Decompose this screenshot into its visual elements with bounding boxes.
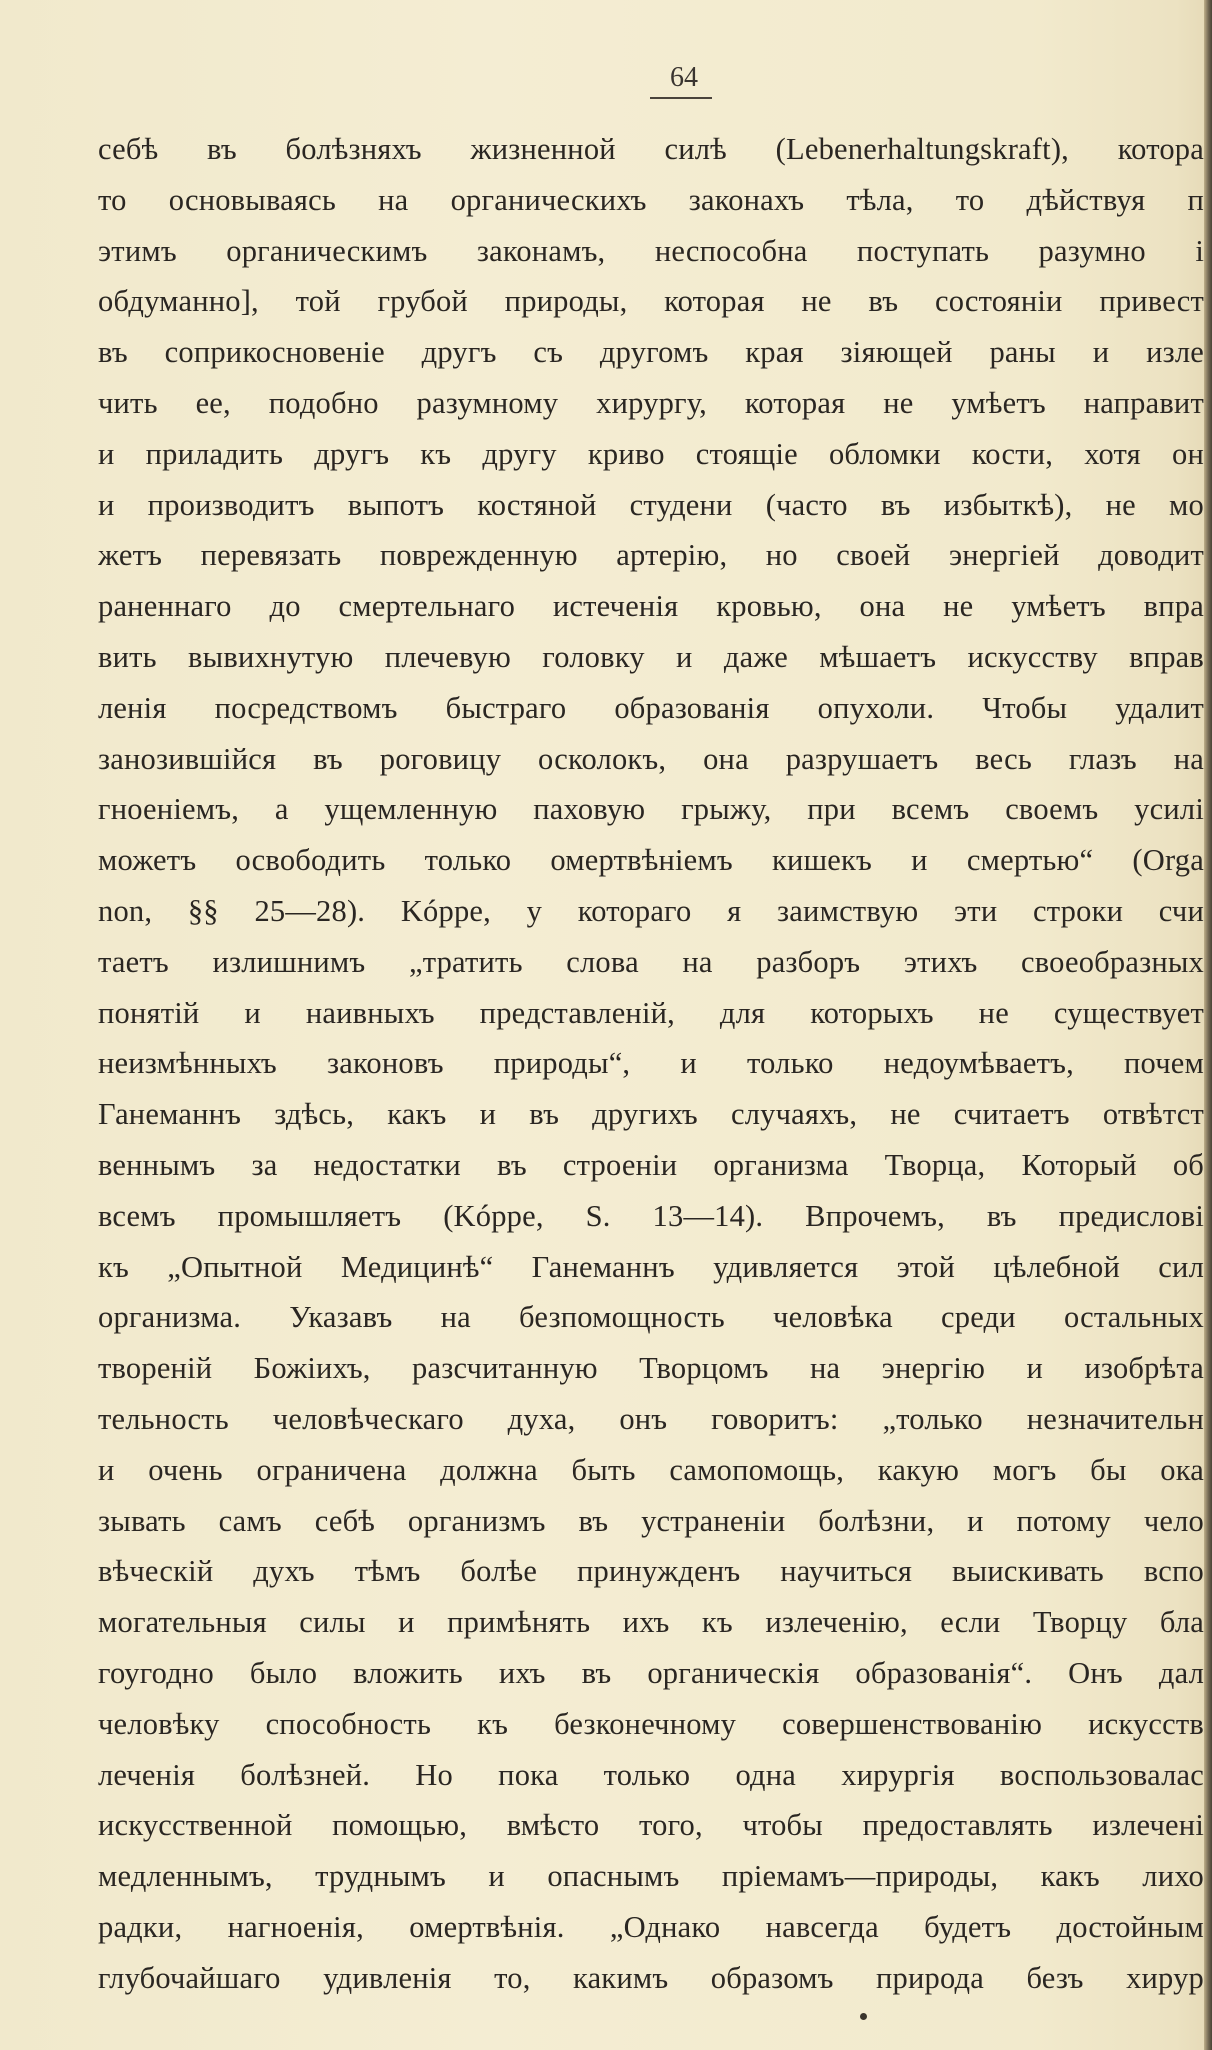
text-line: этимъ органическимъ законамъ, неспособна поступать разумно і: [98, 233, 1204, 268]
text-line: твореній Божіихъ, разсчитанную Творцомъ на энергію и изобрѣта: [98, 1351, 1204, 1386]
text-line: искусственной помощью, вмѣсто того, чтобы предоставлять излечені: [98, 1808, 1204, 1843]
text-line: глубочайшаго удивленія то, какимъ образомъ природа безъ хирур: [98, 1960, 1204, 1995]
text-line: обдуманно], той грубой природы, которая не въ состояніи привест: [98, 284, 1204, 319]
text-line: вить вывихнутую плечевую головку и даже мѣшаетъ искусству вправ: [98, 639, 1204, 674]
page-binding-edge: [1204, 0, 1212, 2050]
text-line: жетъ перевязать поврежденную артерію, но своей энергіей доводит: [98, 538, 1204, 573]
text-line: таетъ излишнимъ „тратить слова на разборъ этихъ своеобразных: [98, 944, 1204, 979]
text-line: чить ее, подобно разумному хирургу, которая не умѣетъ направит: [98, 385, 1204, 420]
text-line: къ „Опытной Медицинѣ“ Ганеманнъ удивляется этой цѣлебной сил: [98, 1249, 1204, 1284]
text-line: неизмѣнныхъ законовъ природы“, и только недоумѣваетъ, почем: [98, 1046, 1204, 1081]
text-line: человѣку способность къ безконечному совершенствованію искусств: [98, 1706, 1204, 1741]
text-line: всемъ промышляетъ (Kóppe, S. 13—14). Впрочемъ, въ предислові: [98, 1198, 1204, 1233]
body-text: [98, 124, 1204, 2003]
text-line: вѣческій духъ тѣмъ болѣе принужденъ научиться выискивать вспо: [98, 1554, 1204, 1589]
text-line: могательныя силы и примѣнять ихъ къ излеченію, если Творцу бла: [98, 1605, 1204, 1640]
text-line: себѣ въ болѣзняхъ жизненной силѣ (Lebenerhaltungskraft), котора: [98, 132, 1204, 166]
page-number: 64: [670, 62, 698, 93]
text-line: веннымъ за недостатки въ строеніи организма Творца, Который об: [98, 1147, 1204, 1182]
text-line: организма. Указавъ на безпомощность человѣка среди остальных: [98, 1300, 1204, 1335]
text-line: то основываясь на органическихъ законахъ тѣла, то дѣйствуя п: [98, 182, 1204, 217]
text-line: тельность человѣческаго духа, онъ говоритъ: „только незначительн: [98, 1401, 1204, 1436]
text-line: и очень ограничена должна быть самопомощь, какую могъ бы ока: [98, 1452, 1204, 1487]
text-line: Ганеманнъ здѣсь, какъ и въ другихъ случаяхъ, не считаетъ отвѣтст: [98, 1097, 1204, 1132]
text-line: занозившійся въ роговицу осколокъ, она разрушаетъ весь глазъ на: [98, 741, 1204, 776]
text-line: зывать самъ себѣ организмъ въ устраненіи болѣзни, и потому чело: [98, 1503, 1204, 1538]
text-line: и приладить другъ къ другу криво стоящіе обломки кости, хотя он: [98, 436, 1204, 471]
text-line: non, §§ 25—28). Kóppe, у котораго я заимствую эти строки счи: [98, 893, 1204, 928]
text-line: понятій и наивныхъ представленій, для которыхъ не существует: [98, 995, 1204, 1030]
text-line: можетъ освободить только омертвѣніемъ кишекъ и смертью“ (Orga: [98, 843, 1204, 878]
text-line: гоугодно было вложить ихъ въ органическія образованія“. Онъ дал: [98, 1655, 1204, 1690]
text-line: въ соприкосновеніе другъ съ другомъ края зіяющей раны и изле: [98, 335, 1204, 370]
text-line: раненнаго до смертельнаго истеченія кровью, она не умѣетъ впра: [98, 589, 1204, 624]
text-line: леченія болѣзней. Но пока только одна хирургія воспользовалас: [98, 1757, 1204, 1792]
text-line: гноеніемъ, а ущемленную паховую грыжу, при всемъ своемъ усилі: [98, 792, 1204, 827]
text-line: и производитъ выпотъ костяной студени (часто въ избыткѣ), не мо: [98, 487, 1204, 522]
text-line: ленія посредствомъ быстраго образованія опухоли. Чтобы удалит: [98, 690, 1204, 725]
text-line: медленнымъ, труднымъ и опаснымъ пріемамъ—природы, какъ лихо: [98, 1859, 1204, 1894]
text-line: радки, нагноенія, омертвѣнія. „Однако навсегда будетъ достойным: [98, 1909, 1204, 1944]
ink-speck: [860, 2013, 867, 2020]
page-number-underline: [650, 97, 712, 99]
